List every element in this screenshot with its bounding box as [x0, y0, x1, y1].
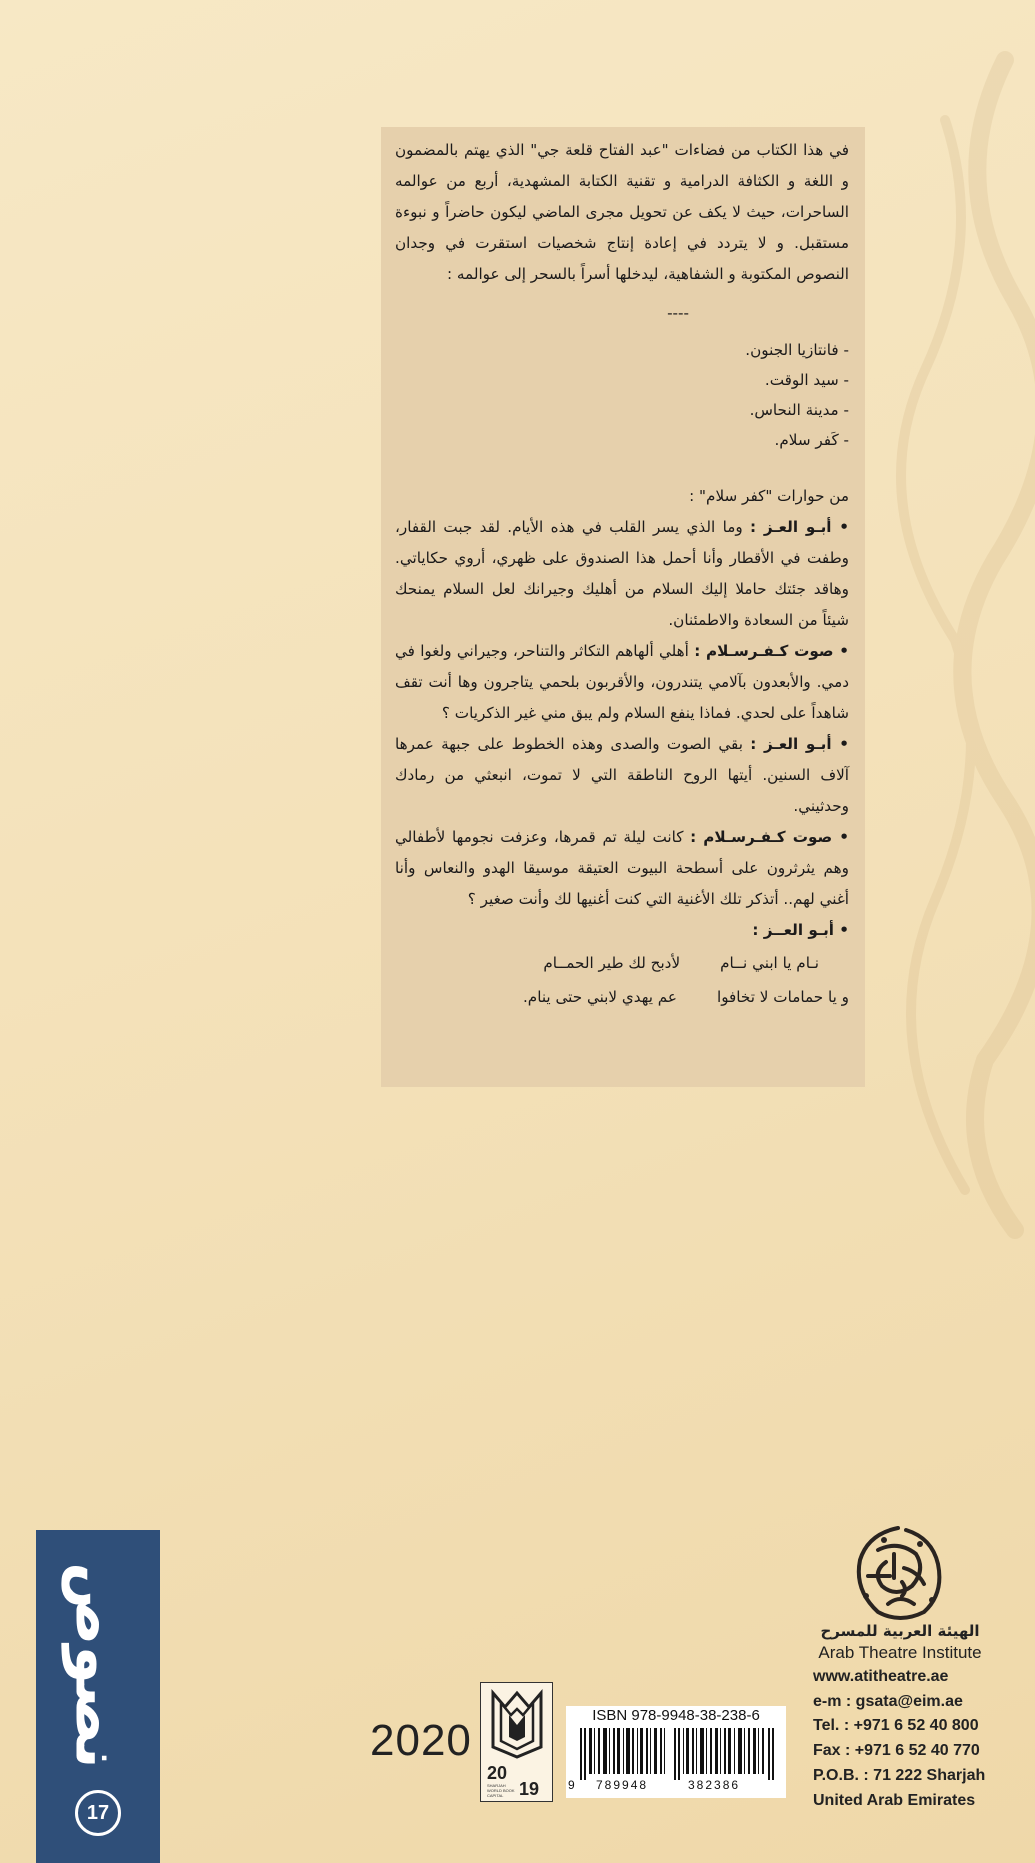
poem-line: [395, 980, 849, 1014]
speaker-name: • أبـو العـز :: [750, 518, 849, 536]
blurb-box: [381, 127, 865, 1087]
poem-hemistich: و يا حمامات لا تخافوا: [716, 988, 849, 1006]
dialogue-text: وما الذي يسر القلب في هذه الأيام. لقد جبت القفار، وطفت في الأقطار وأنا أحمل هذا الصندوق على ظهري، أروي حكاياتي. وهاقد جئتك حاملا إليك السلام من أهليك وجيرانك لعل السلام يمنحك شيئاً من السعادة والاطمئنان.: [395, 518, 849, 629]
publication-year: 2020: [370, 1716, 472, 1765]
wbc-caption: SHARJAH WORLD BOOK CAPITAL: [487, 1783, 515, 1798]
isbn-barcode: [566, 1706, 786, 1798]
wbc-number-b: 19: [519, 1779, 540, 1799]
isbn-label: ISBN 978-9948-38-238-6: [592, 1707, 760, 1724]
dialogue-text: بقي الصوت والصدى وهذه الخطوط على جبهة عمرها آلاف السنين. أيتها الروح الناطقة التي لا تموت، انبعثي من رمادك وحدثيني.: [395, 735, 849, 815]
publisher-tel: Tel. : +971 6 52 40 800: [813, 1717, 979, 1735]
separator: ----: [667, 304, 689, 322]
play-title: - فانتازيا الجنون.: [745, 341, 849, 359]
poem-hemistich: لأدبح لك طير الحمــام: [543, 954, 681, 972]
barcode-icon: [580, 1728, 776, 1780]
publisher-name-arabic: الهيئة العربية للمسرح: [820, 1622, 980, 1640]
barcode-digits-left: 789948: [596, 1778, 649, 1792]
publisher-name-english: Arab Theatre Institute: [818, 1643, 982, 1662]
series-title: نصوص: [61, 1561, 135, 1769]
play-title: - سيد الوقت.: [764, 371, 849, 389]
publisher-country: United Arab Emirates: [813, 1791, 976, 1809]
barcode-digits-right: 382386: [688, 1778, 741, 1792]
poem-hemistich: نـام يا ابني نــام: [720, 954, 819, 972]
play-title: - مدينة النحاس.: [749, 401, 849, 419]
background-calligraphy: [885, 40, 1035, 1240]
dialogue-text: كانت ليلة تم قمرها، وعزفت نجومها لأطفالي وهم يثرثرون على أسطحة البيوت العتيقة موسيقا الهدو والنعاس وأنا أغني لهم.. أتذكر تلك الأغنية التي كنت أغنيها لك وأنت صغير ؟: [395, 828, 849, 908]
intro-paragraph: في هذا الكتاب من فضاءات "عبد الفتاح قلعة جي" الذي يهتم بالمضمون و اللغة و الكثافة الدرامية و تقنية الكتابة المشهدية، أربع من عوالمه الساحرات، حيث لا يكف عن تحويل مجرى الماضي ليكون حاضراً و نبوءة مستقبل. و لا يتردد في إعادة إنتاج شخصيات استقرت في وجدان النصوص المكتوبة و الشفاهية، ليدخلها أسراً بالسحر إلى عوالمه :: [395, 141, 849, 283]
publisher-website: www.atitheatre.ae: [813, 1668, 949, 1685]
dialogue-line: [395, 512, 849, 636]
dialogue-line: [395, 822, 849, 915]
speaker-name: • صوت كـفـرسـلام :: [694, 642, 850, 660]
speaker-name: • أبـو العـز :: [750, 735, 849, 753]
dialogue-text: أهلي ألهاهم التكاثر والتناحر، وجيراني ولغوا في دمي. والأبعدون بآلامي يتندرون، والأقربون بلحمي يتاجرون وها أنت تقف شاهداً على لحدي. فماذا ينفع السلام ولم يبق مني غير الذكريات ؟: [395, 642, 849, 722]
publisher-emblem-logo: [838, 1520, 958, 1630]
series-number: 17: [75, 1790, 121, 1836]
poem-hemistich: عم يهدي لابني حتى ينام.: [522, 988, 677, 1006]
speaker-name: • صوت كـفـرسـلام :: [690, 828, 849, 846]
speaker-name: • أبـو العــز :: [752, 921, 849, 939]
world-book-capital-logo: [480, 1682, 553, 1802]
barcode-digit-first: 9: [568, 1778, 575, 1792]
poem-line: [395, 946, 849, 980]
dialogue-line: [395, 915, 849, 946]
wbc-number-a: 20: [487, 1763, 508, 1783]
dialogue-line: [395, 729, 849, 822]
publisher-email: e-m : gsata@eim.ae: [813, 1692, 963, 1710]
publisher-pob: P.O.B. : 71 222 Sharjah: [813, 1766, 986, 1784]
book-emblem-icon: [481, 1685, 554, 1763]
dialogue-line: [395, 636, 849, 729]
dialogue-heading: من حوارات "كفر سلام" :: [689, 487, 849, 505]
publisher-contact: [813, 1665, 1013, 1813]
play-title: - كَفر سلام.: [774, 431, 849, 449]
publisher-fax: Fax : +971 6 52 40 770: [813, 1742, 980, 1760]
series-tab: [36, 1530, 160, 1863]
